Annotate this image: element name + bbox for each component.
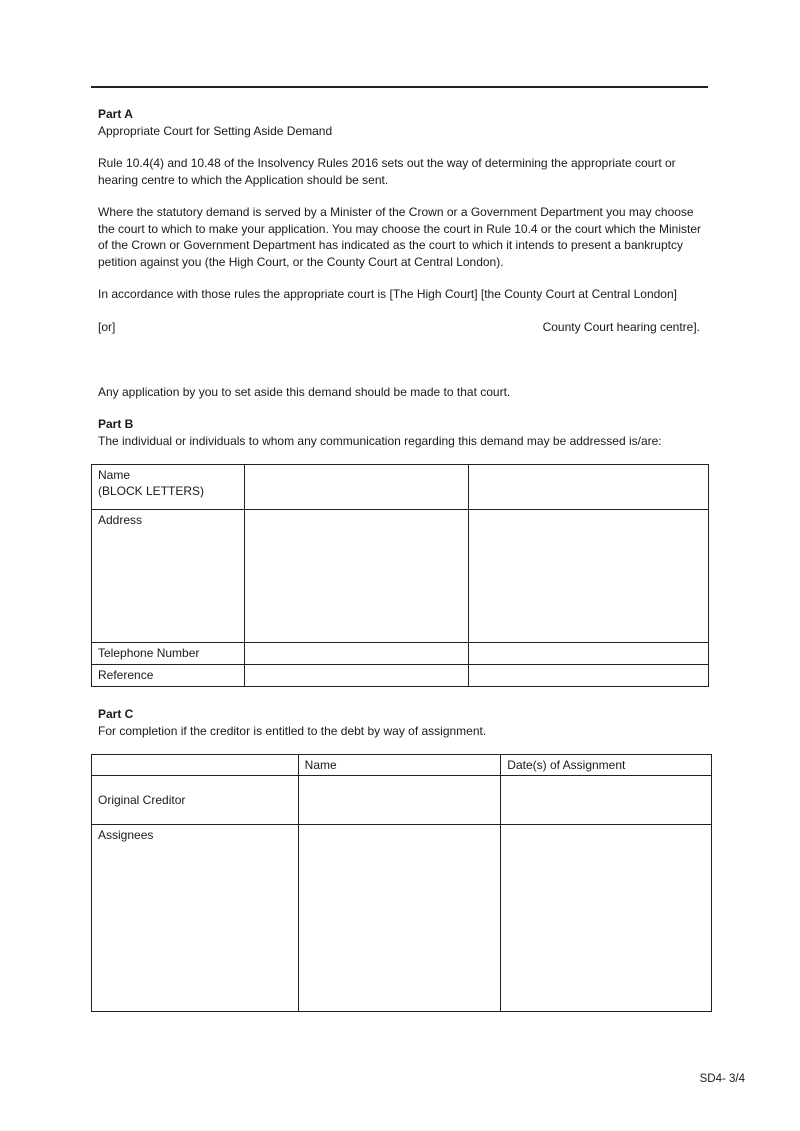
address-field-2[interactable] [469, 510, 709, 643]
part-c-block [98, 706, 486, 739]
name-label: Name [98, 468, 131, 482]
or-line [98, 319, 710, 336]
telephone-label: Telephone Number [92, 643, 245, 665]
telephone-field-1[interactable] [244, 643, 469, 665]
part-a-appropriate-court: In accordance with those rules the appropriate court is [The High Court] [the County Court at Central London] [98, 287, 677, 301]
address-field-1[interactable] [244, 510, 469, 643]
table-row [92, 825, 712, 1012]
reference-label: Reference [92, 665, 245, 687]
table-row [92, 665, 709, 687]
block-letters-label: (BLOCK LETTERS) [98, 484, 205, 498]
telephone-field-2[interactable] [469, 643, 709, 665]
original-creditor-label: Original Creditor [92, 776, 299, 825]
part-b-heading: Part B [98, 417, 134, 431]
top-rule [91, 86, 708, 88]
part-a-rule-paragraph: Rule 10.4(4) and 10.48 of the Insolvency Rules 2016 sets out the way of determining the appropriate court or hearing centre to which the Application should be sent. [98, 156, 676, 187]
blank-header-cell [92, 755, 299, 776]
part-a-heading: Part A [98, 107, 133, 121]
table-row [92, 643, 709, 665]
table-row [92, 776, 712, 825]
table-row [92, 465, 709, 510]
part-a-minister-paragraph: Where the statutory demand is served by a Minister of the Crown or a Government Department you may choose the court to which to make your application. You may choose the court in Rule 10.4 or the court which the Minister of the Crown or Government Department has indicated as the court to which it intends to present a bankruptcy petition against you (the High Court, or the County Court at Central London). [98, 205, 701, 269]
hearing-centre-label: County Court hearing centre]. [542, 319, 700, 334]
part-a-subheading: Appropriate Court for Setting Aside Demand [98, 123, 333, 138]
page-footer: SD4- 3/4 [699, 1073, 745, 1085]
contact-table [91, 464, 709, 687]
part-c-intro: For completion if the creditor is entitled to the debt by way of assignment. [98, 723, 487, 738]
name-field-2[interactable] [469, 465, 709, 510]
assignees-date-field[interactable] [501, 825, 712, 1012]
address-label: Address [92, 510, 245, 643]
dates-column-header: Date(s) of Assignment [501, 755, 712, 776]
assignees-label: Assignees [92, 825, 299, 1012]
name-column-header: Name [298, 755, 501, 776]
main-content [98, 106, 710, 449]
part-b-intro: The individual or individuals to whom any communication regarding this demand may be addressed is/are: [98, 433, 662, 448]
assignment-table [91, 754, 712, 1012]
table-row [92, 510, 709, 643]
reference-field-2[interactable] [469, 665, 709, 687]
name-label-cell [92, 465, 245, 510]
or-label: [or] [98, 319, 116, 334]
reference-field-1[interactable] [244, 665, 469, 687]
part-a-application-note: Any application by you to set aside this demand should be made to that court. [98, 384, 511, 399]
name-field-1[interactable] [244, 465, 469, 510]
table-row [92, 755, 712, 776]
part-c-heading: Part C [98, 707, 134, 721]
assignees-name-field[interactable] [298, 825, 501, 1012]
original-creditor-date-field[interactable] [501, 776, 712, 825]
original-creditor-name-field[interactable] [298, 776, 501, 825]
